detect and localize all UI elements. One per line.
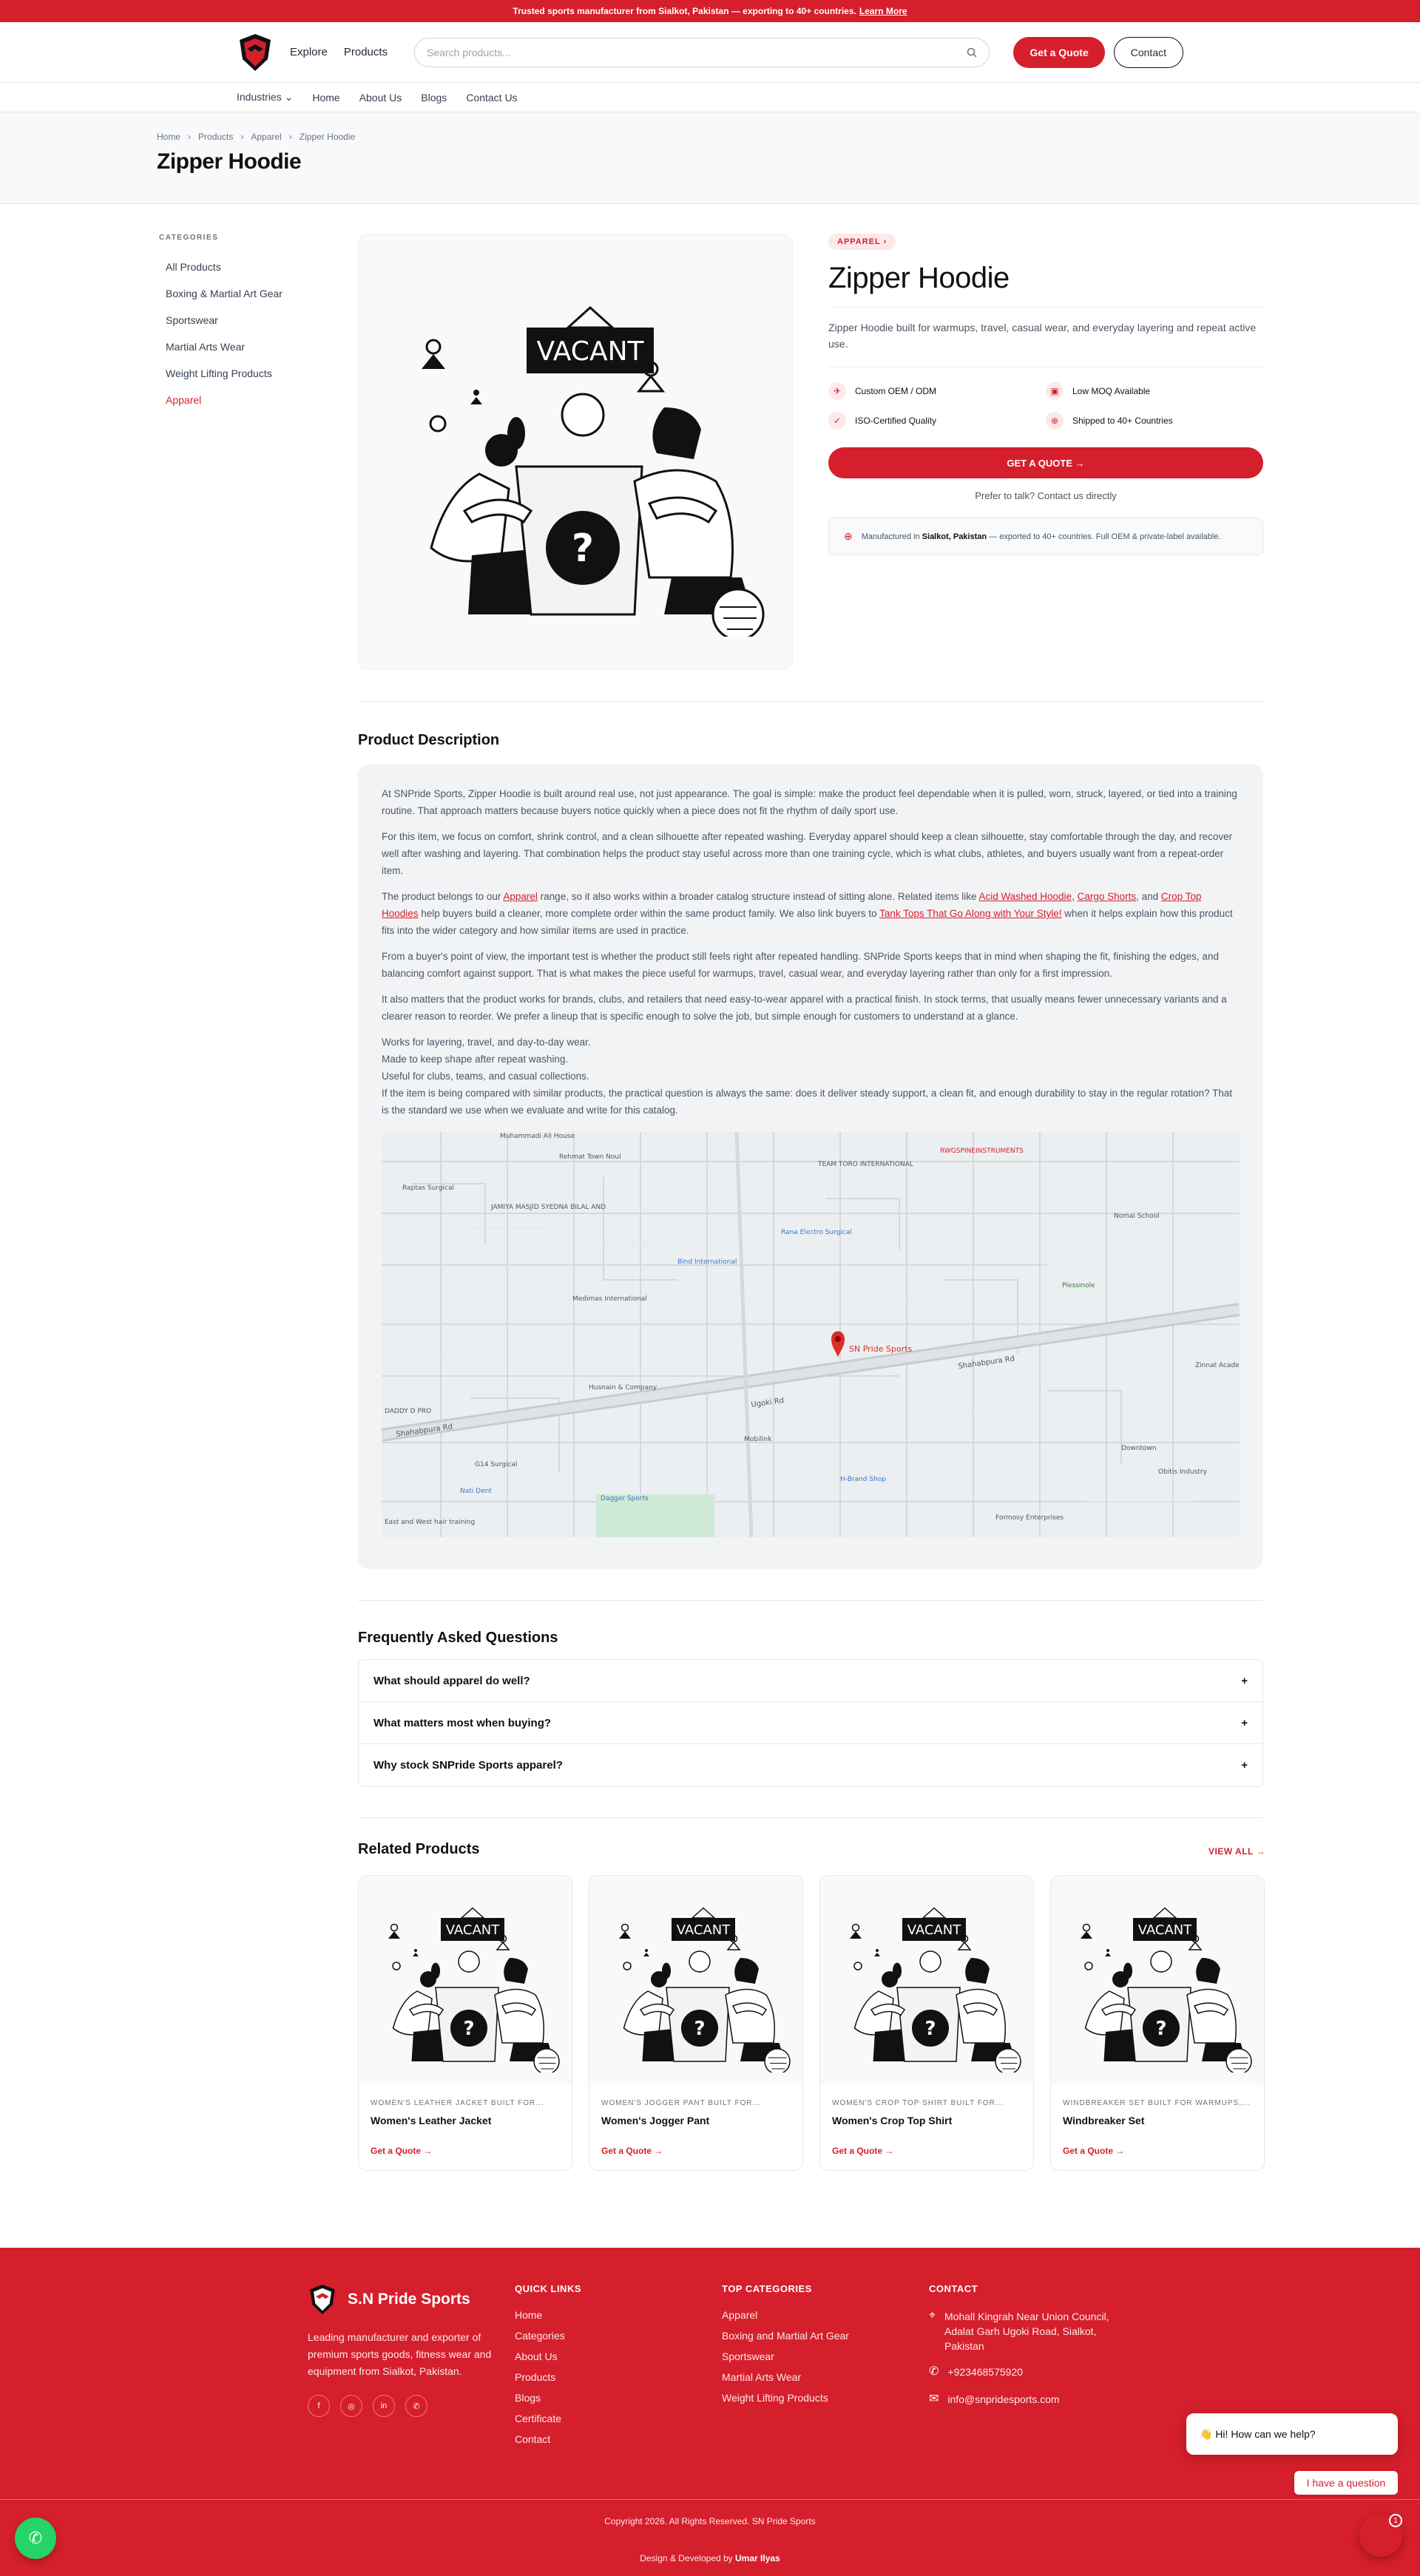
subnav-home[interactable]: Home [312, 91, 340, 104]
category-badge[interactable]: APPAREL › [828, 234, 896, 250]
footer-link[interactable]: Home [515, 2309, 543, 2321]
footer-link[interactable]: Martial Arts Wear [722, 2371, 802, 2383]
chat-greeting-bubble[interactable]: 👋 Hi! How can we help? [1186, 2413, 1398, 2455]
faq-item[interactable] [359, 1660, 1262, 1702]
manufacturing-text [862, 532, 1221, 541]
section-divider [358, 1600, 1263, 1601]
product-name[interactable]: Women's Leather Jacket [371, 2115, 492, 2126]
breadcrumb-separator: › [188, 132, 192, 142]
product-name[interactable]: Women's Crop Top Shirt [832, 2115, 953, 2126]
product-subtitle: WINDBREAKER SET BUILT FOR WARMUPS,... [1063, 2099, 1251, 2107]
footer-link[interactable]: Sportswear [722, 2350, 774, 2362]
get-quote-link[interactable]: Get a Quote → [371, 2146, 433, 2156]
vacant-thumbnail-illustration [823, 1888, 1030, 2072]
location-pin-icon: ⌖ [929, 2309, 936, 2322]
bullet-line: Made to keep shape after repeat washing. [382, 1054, 569, 1065]
product-summary: Zipper Hoodie built for warmups, travel, casual wear, and everyday layering and repeat active use. [828, 307, 1263, 352]
product-thumbnail[interactable] [589, 1876, 802, 2084]
footer-link[interactable]: Blogs [515, 2392, 541, 2404]
svg-text:Nati Dent: Nati Dent [460, 1488, 492, 1495]
footer-categories [722, 2283, 849, 2413]
crop-top-hoodies-link[interactable]: Crop Top Hoodies [382, 891, 1202, 919]
svg-text:G14 Surgical: G14 Surgical [475, 1461, 518, 1468]
vacant-sign-text: VACANT [445, 1922, 500, 1938]
subnav-contact[interactable]: Contact Us [466, 91, 518, 104]
svg-text:Plessinole: Plessinole [1062, 1282, 1095, 1289]
related-heading: Related Products [358, 1841, 480, 1857]
footer-brand-name: S.N Pride Sports [348, 2291, 470, 2308]
svg-text:Rehmat Town Noul: Rehmat Town Noul [559, 1153, 621, 1161]
nav-products[interactable]: Products [343, 46, 388, 58]
svg-text:Shahabpura Rd: Shahabpura Rd [957, 1355, 1015, 1371]
vacant-illustration [368, 267, 782, 637]
footer-link[interactable]: Categories [515, 2330, 565, 2342]
subnav-about[interactable]: About Us [359, 91, 402, 104]
mfg-prefix: Manufactured in [861, 532, 922, 541]
product-info [828, 234, 1263, 555]
svg-text:DADDY D PRO: DADDY D PRO [385, 1408, 432, 1415]
svg-text:Nomai School: Nomai School [1114, 1213, 1160, 1220]
footer-email[interactable]: info@snpridesports.com [947, 2393, 1060, 2405]
faq-question: What should apparel do well? [373, 1674, 530, 1687]
svg-text:Zinnat Acade: Zinnat Acade [1195, 1362, 1240, 1369]
location-map[interactable] [382, 1132, 1240, 1537]
plus-icon[interactable]: + [1241, 1759, 1248, 1772]
credit-prefix: Design & Developed by [640, 2553, 736, 2563]
description-paragraph: For this item, we focus on comfort, shrink control, and a clean silhouette after repeated washing. Everyday apparel should keep a clean silhouette, stay comfortable through the day, and recover well after washing and layering. That combination helps the product stay useful across more than one training cycle, which is what clubs, athletes, and buyers usually want from a repeat-order item. [382, 831, 1233, 876]
svg-text:Medimas International: Medimas International [572, 1295, 647, 1303]
globe-icon: ⊕ [844, 530, 853, 542]
breadcrumb-separator: › [288, 132, 292, 142]
breadcrumb-current: Zipper Hoodie [299, 132, 356, 142]
footer-link[interactable]: About Us [515, 2350, 558, 2362]
footer-brand [308, 2283, 493, 2417]
svg-text:Obitis Industry: Obitis Industry [1158, 1468, 1207, 1476]
header-nav [290, 46, 388, 58]
product-subtitle: WOMEN'S CROP TOP SHIRT BUILT FOR... [832, 2099, 1004, 2107]
description-bullets [382, 1034, 1240, 1119]
related-product-card[interactable] [1050, 1875, 1265, 2171]
cargo-shorts-link[interactable]: Cargo Shorts [1077, 891, 1137, 902]
footer-heading: TOP CATEGORIES [722, 2283, 812, 2294]
related-product-card[interactable] [358, 1875, 572, 2171]
svg-text:Downtown: Downtown [1121, 1445, 1157, 1452]
svg-text:RWGSPINEINSTRUMENTS: RWGSPINEINSTRUMENTS [940, 1148, 1024, 1155]
social-links [308, 2395, 493, 2417]
question-mark-text: ? [694, 2018, 706, 2040]
page-header [0, 112, 1420, 204]
credit-name[interactable]: Umar Ilyas [735, 2553, 780, 2563]
feature-list [828, 367, 1263, 437]
section-divider [358, 1817, 1263, 1818]
description-paragraph: It also matters that the product works for brands, clubs, and retailers that need easy-to-wear apparel with a practical finish. In stock terms, that usually means fewer unnecessary variants and a clearer reason to reorder. We prefer a lineup that is specific enough to solve the job, but simple enough for customers to understand at a glance. [382, 994, 1227, 1022]
question-mark-text: ? [1155, 2018, 1167, 2040]
sidebar-item-all-products[interactable]: All Products [166, 261, 221, 273]
linkedin-icon[interactable]: in [373, 2395, 395, 2417]
breadcrumb-separator: › [240, 132, 244, 142]
question-mark-text: ? [463, 2018, 475, 2040]
phone-icon: ✆ [929, 2365, 939, 2378]
sidebar-item-weight-lifting[interactable]: Weight Lifting Products [166, 367, 272, 379]
search-input[interactable] [414, 38, 990, 67]
tank-tops-link[interactable]: Tank Tops That Go Along with Your Style! [879, 908, 1062, 919]
svg-text:Raptas Surgical: Raptas Surgical [402, 1184, 455, 1192]
svg-text:Bind International: Bind International [677, 1258, 737, 1266]
text-span: help buyers build a cleaner, more complete order within the same product family. We also link buyers to [418, 908, 880, 919]
manufacturing-note [828, 518, 1263, 555]
svg-text:Formosy Enterprises: Formosy Enterprises [995, 1514, 1064, 1522]
mfg-place: Sialkot, Pakistan [922, 532, 987, 541]
brand-logo[interactable] [237, 33, 274, 72]
feature-label: Low MOQ Available [1072, 386, 1151, 396]
subnav-blogs[interactable]: Blogs [421, 91, 447, 104]
industries-dropdown[interactable] [237, 91, 293, 104]
feature-item [1046, 382, 1263, 400]
vacant-thumbnail-illustration [1054, 1888, 1261, 2072]
feature-label: Shipped to 40+ Countries [1072, 416, 1173, 426]
text-span: when it helps explain how this product fits into the wider category and how similar items are used in practice. [382, 908, 1233, 936]
footer-phone[interactable]: +923468575920 [947, 2366, 1024, 2378]
chat-notification-badge: 1 [1389, 2514, 1402, 2527]
bullet-line: If the item is being compared with similar products, the practical question is always the same: does it deliver steady support, a clean fit, and enough durability to stay in the regular rotation? That is the standard we use when we evaluate and write for this catalog. [382, 1088, 1233, 1116]
category-sidebar [159, 234, 322, 413]
footer-logo[interactable] [308, 2283, 337, 2316]
vacant-thumbnail-illustration [592, 1888, 799, 2072]
product-subtitle: WOMEN'S JOGGER PANT BUILT FOR... [601, 2099, 761, 2107]
whatsapp-icon[interactable]: ✆ [405, 2395, 427, 2417]
product-thumbnail[interactable] [820, 1876, 1033, 2084]
description-paragraph: At SNPride Sports, Zipper Hoodie is built around real use, not just appearance. The goal is simple: make the product feel dependable when it is pulled, worn, struck, layered, or tied into a training routine. That approach matters because buyers notice quickly when a piece does not fit the rhythm of daily sport use. [382, 788, 1237, 816]
industries-label: Industries [237, 91, 282, 103]
footer-heading: CONTACT [929, 2283, 978, 2294]
product-name[interactable]: Women's Jogger Pant [601, 2115, 710, 2126]
product-thumbnail[interactable] [1051, 1876, 1264, 2084]
view-all-link[interactable]: VIEW ALL → [1208, 1846, 1265, 1857]
instagram-icon[interactable]: ◎ [340, 2395, 362, 2417]
svg-text:Ugoki Rd: Ugoki Rd [750, 1396, 785, 1409]
sidebar-heading: CATEGORIES [159, 234, 219, 242]
plus-icon[interactable]: + [1241, 1674, 1248, 1687]
footer-link[interactable]: Weight Lifting Products [722, 2392, 828, 2404]
vacant-sign-text: VACANT [676, 1922, 731, 1938]
text-span: range, so it also works within a broader catalog structure instead of sitting alone. Related items like [537, 891, 979, 902]
get-quote-link[interactable]: Get a Quote → [601, 2146, 663, 2156]
credit-text [0, 2553, 1420, 2563]
footer-link[interactable]: Certificate [515, 2413, 562, 2424]
mail-icon: ✉ [929, 2393, 939, 2405]
whatsapp-float-button[interactable] [15, 2518, 56, 2559]
svg-text:East and West hair training: East and West hair training [385, 1519, 476, 1526]
text-span: , and [1136, 891, 1161, 902]
get-quote-link[interactable]: Get a Quote → [1063, 2146, 1125, 2156]
page-title: Zipper Hoodie [157, 149, 302, 174]
vacant-sign-text: VACANT [1137, 1922, 1192, 1938]
product-title: Zipper Hoodie [828, 262, 1010, 294]
whatsapp-icon: ✆ [28, 2529, 43, 2547]
svg-text:Mobilink: Mobilink [744, 1436, 772, 1443]
footer-heading: QUICK LINKS [515, 2283, 581, 2294]
text-span: , [1072, 891, 1078, 902]
section-divider [358, 701, 1263, 702]
svg-text:Dagger Sports: Dagger Sports [601, 1495, 649, 1502]
svg-text:H-Brand Shop: H-Brand Shop [840, 1476, 886, 1483]
chat-question-button[interactable]: I have a question [1294, 2471, 1398, 2495]
site-header [0, 22, 1420, 83]
footer-about: Leading manufacturer and exporter of premium sports goods, fitness wear and equipment from Sialkot, Pakistan. [308, 2331, 492, 2377]
footer-link[interactable]: Products [515, 2371, 556, 2383]
plus-icon[interactable]: + [1241, 1716, 1248, 1729]
description-box [358, 765, 1263, 1569]
main-content [0, 204, 1420, 2248]
faq-item[interactable] [359, 1744, 1262, 1786]
feature-item [828, 412, 1046, 430]
secondary-nav [0, 83, 1420, 112]
faq-list [358, 1659, 1263, 1787]
apparel-link[interactable]: Apparel [503, 891, 538, 902]
product-image [358, 234, 793, 670]
product-name[interactable]: Windbreaker Set [1063, 2115, 1145, 2126]
get-quote-link[interactable]: Get a Quote → [832, 2146, 894, 2156]
vacant-sign-text: VACANT [536, 336, 644, 367]
breadcrumb-home[interactable]: Home [157, 132, 181, 142]
description-heading: Product Description [358, 732, 500, 748]
acid-washed-hoodie-link[interactable]: Acid Washed Hoodie [978, 891, 1072, 902]
sidebar-item-martial-arts-wear[interactable]: Martial Arts Wear [166, 341, 246, 353]
globe-icon: ⊕ [1046, 412, 1064, 430]
question-mark-text: ? [924, 2018, 936, 2040]
footer-address: Mohall Kingrah Near Union Council, Adalat Garh Ugoki Road, Sialkot, Pakistan [944, 2311, 1109, 2352]
announcement-text: Trusted sports manufacturer from Sialkot, Pakistan — exporting to 40+ countries. [513, 6, 856, 16]
box-icon: ▣ [1046, 382, 1064, 400]
faq-heading: Frequently Asked Questions [358, 1630, 558, 1646]
feature-label: ISO-Certified Quality [855, 416, 937, 426]
map-pin-label: SN Pride Sports [849, 1344, 913, 1354]
related-product-card[interactable] [819, 1875, 1034, 2171]
rocket-icon: ✈ [828, 382, 846, 400]
description-paragraph [382, 888, 1240, 939]
svg-text:Shahabpura Rd: Shahabpura Rd [395, 1423, 453, 1439]
footer-link[interactable]: Boxing and Martial Art Gear [722, 2330, 849, 2342]
get-quote-button[interactable]: Get a Quote [1013, 37, 1104, 68]
faq-question: What matters most when buying? [373, 1716, 552, 1729]
product-subtitle: WOMEN'S LEATHER JACKET BUILT FOR... [371, 2099, 544, 2107]
breadcrumb-products[interactable]: Products [198, 132, 234, 142]
footer-link[interactable]: Contact [515, 2433, 551, 2445]
bullet-line: Works for layering, travel, and day-to-day wear. [382, 1037, 591, 1048]
breadcrumb [157, 132, 1263, 142]
feature-item [828, 382, 1046, 400]
mfg-suffix: — exported to 40+ countries. Full OEM & private-label available. [987, 532, 1221, 541]
svg-text:Muhammadi Ali House: Muhammadi Ali House [500, 1133, 575, 1140]
sidebar-item-sportswear[interactable]: Sportswear [166, 314, 218, 326]
product-thumbnail[interactable] [359, 1876, 572, 2084]
chevron-down-icon: ⌄ [284, 91, 294, 103]
sidebar-item-apparel[interactable]: Apparel [166, 394, 202, 406]
contact-button[interactable]: Contact [1114, 37, 1183, 68]
sidebar-item-boxing[interactable]: Boxing & Martial Art Gear [166, 288, 283, 299]
svg-text:JAMIYA MASJID SYEDNA BILAL AND: JAMIYA MASJID SYEDNA BILAL AND [491, 1204, 606, 1211]
svg-text:Husnain & Company: Husnain & Company [589, 1384, 657, 1392]
vacant-sign-text: VACANT [907, 1922, 961, 1938]
learn-more-link[interactable]: Learn More [859, 6, 907, 16]
question-mark-text: ? [571, 526, 595, 571]
feature-item [1046, 412, 1263, 430]
description-paragraph: From a buyer's point of view, the important test is whether the product still feels right after repeated handling. SNPride Sports keeps that in mind when shaping the fit, finishing the edges, and balancing comfort against support. That is what makes the piece useful for warmups, travel, casual wear, and everyday layering rather than only for a first impression. [382, 951, 1219, 979]
text-span: The product belongs to our [382, 891, 504, 902]
map-canvas[interactable] [382, 1132, 1240, 1537]
related-product-card[interactable] [589, 1875, 803, 2171]
announcement-bar [0, 0, 1420, 22]
svg-text:Rana Electro Surgical: Rana Electro Surgical [781, 1229, 852, 1236]
copyright-text: Copyright 2026. All Rights Reserved. SN Pride Sports [604, 2516, 816, 2526]
footer-bottom [0, 2499, 1420, 2563]
breadcrumb-apparel[interactable]: Apparel [251, 132, 282, 142]
faq-item[interactable] [359, 1702, 1262, 1744]
svg-text:TEAM TORO INTERNATIONAL: TEAM TORO INTERNATIONAL [818, 1161, 913, 1168]
footer-contact [929, 2283, 1121, 2408]
get-a-quote-button[interactable]: GET A QUOTE → [828, 447, 1263, 478]
nav-explore[interactable]: Explore [290, 46, 328, 58]
category-badge-label: APPAREL [837, 237, 881, 246]
facebook-icon[interactable]: f [308, 2395, 330, 2417]
faq-question: Why stock SNPride Sports apparel? [373, 1759, 563, 1772]
footer-quick-links [515, 2283, 581, 2454]
feature-label: Custom OEM / ODM [855, 386, 937, 396]
search-placeholder: Search products... [427, 46, 511, 58]
contact-prompt[interactable]: Prefer to talk? Contact us directly [975, 490, 1117, 501]
vacant-thumbnail-illustration [362, 1888, 569, 2072]
check-circle-icon: ✓ [828, 412, 846, 430]
footer-link[interactable]: Apparel [722, 2309, 758, 2321]
search-icon[interactable] [967, 47, 977, 58]
site-footer [0, 2248, 1420, 2576]
bullet-line: Useful for clubs, teams, and casual collections. [382, 1071, 589, 1082]
